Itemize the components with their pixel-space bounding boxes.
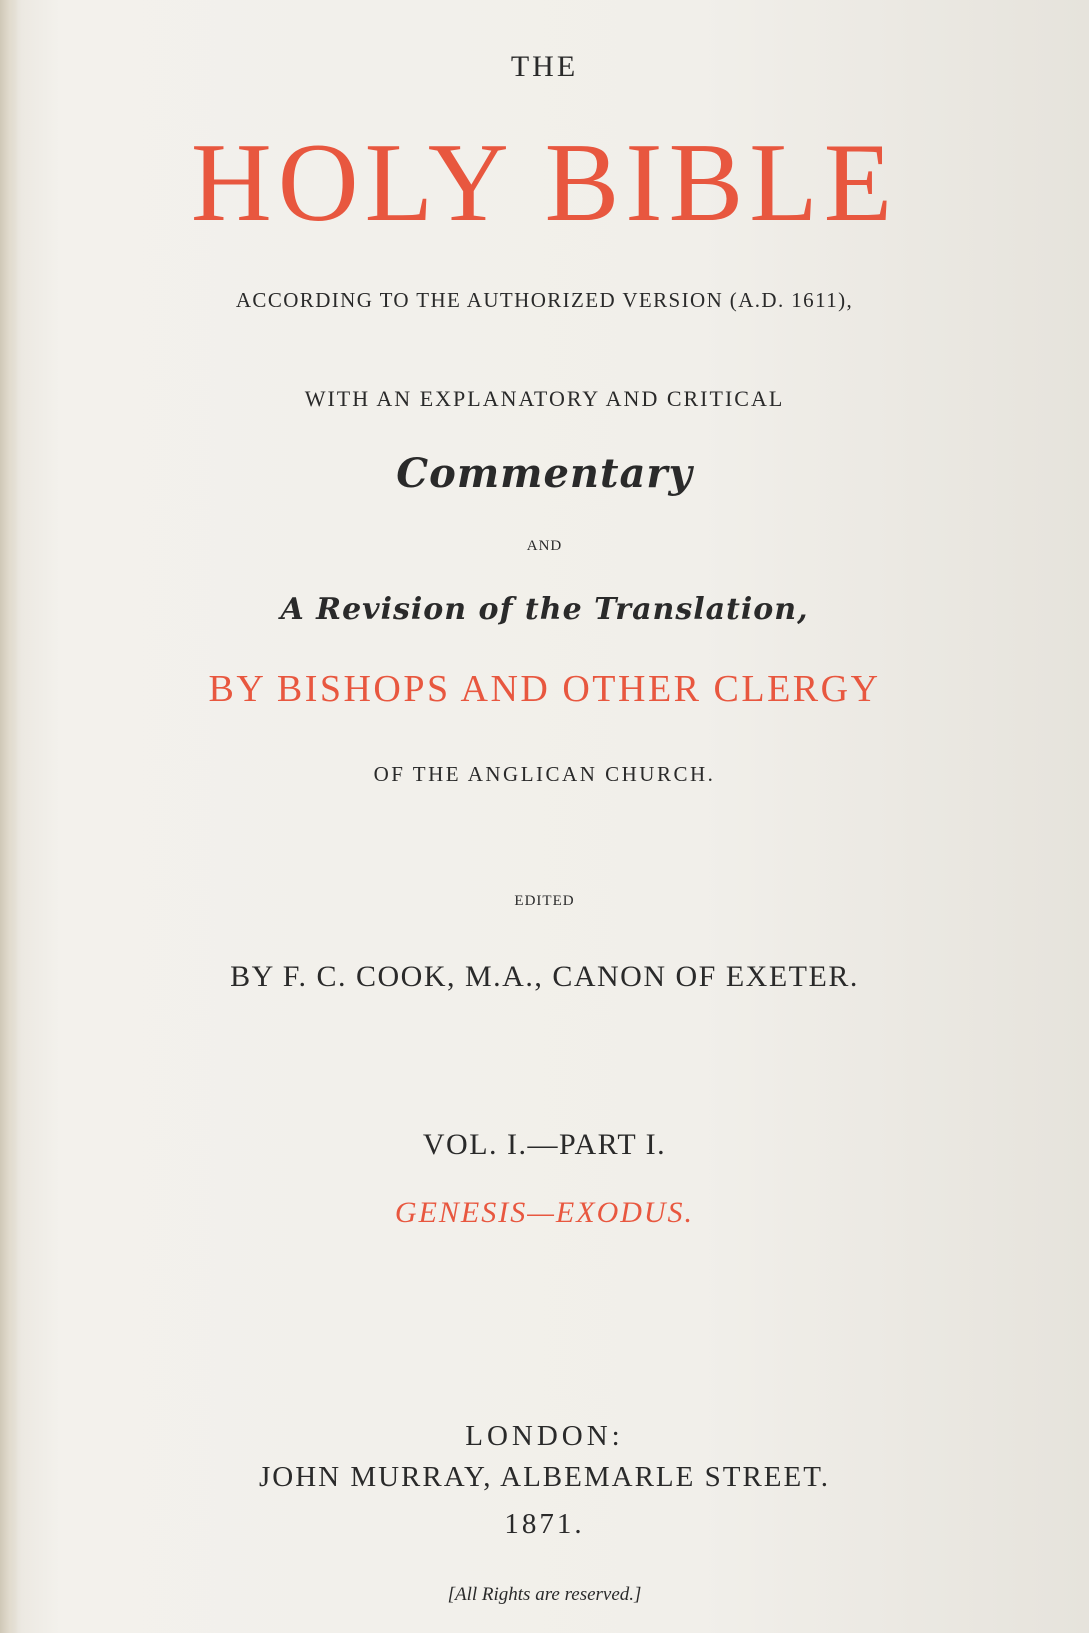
books-line: GENESIS—EXODUS.: [394, 1196, 695, 1229]
version-line: ACCORDING TO THE AUTHORIZED VERSION (A.D. 1611),: [235, 288, 854, 312]
commentary-heading: Commentary: [396, 450, 693, 497]
title-article: THE: [510, 50, 579, 83]
church-line: OF THE ANGLICAN CHURCH.: [373, 762, 716, 786]
revision-line: A Revision of the Translation,: [280, 592, 809, 627]
imprint-city: LONDON:: [465, 1420, 624, 1452]
volume-line: VOL. I.—PART I.: [422, 1128, 667, 1161]
imprint-year: 1871.: [504, 1508, 585, 1540]
and-line: AND: [526, 538, 563, 554]
bishops-line: BY BISHOPS AND OTHER CLERGY: [208, 668, 881, 710]
book-title: HOLY BIBLE: [190, 121, 899, 245]
edited-label: EDITED: [514, 893, 575, 909]
rights-notice: [All Rights are reserved.]: [447, 1584, 642, 1605]
explanatory-line: WITH AN EXPLANATORY AND CRITICAL: [304, 386, 785, 411]
imprint-publisher: JOHN MURRAY, ALBEMARLE STREET.: [258, 1461, 831, 1493]
editor-line: BY F. C. COOK, M.A., CANON OF EXETER.: [230, 960, 859, 993]
